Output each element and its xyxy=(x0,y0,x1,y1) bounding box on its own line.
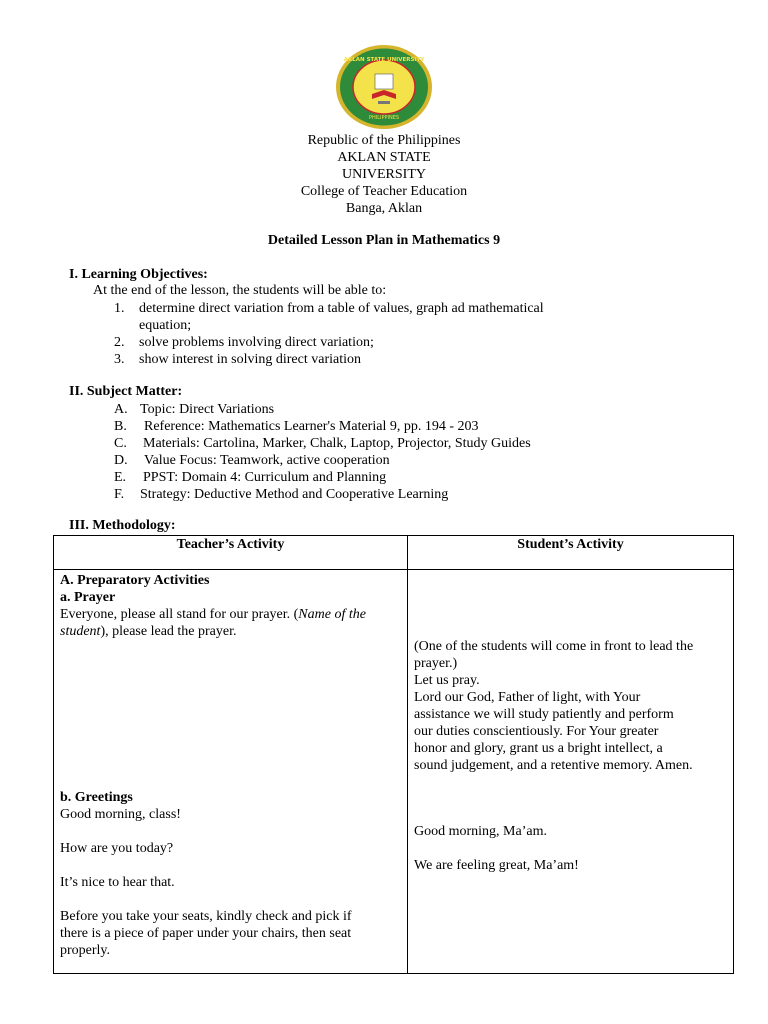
university-seal-logo xyxy=(334,44,434,130)
student-response-line: assistance we will study patiently and perform xyxy=(414,707,674,722)
methodology-table xyxy=(53,535,734,974)
subject-item: E. PPST: Domain 4: Curriculum and Planning xyxy=(114,470,387,485)
greeting-line: there is a piece of paper under your chairs, then seat xyxy=(60,926,352,941)
objective-item: 2. solve problems involving direct variation; xyxy=(114,335,374,350)
student-response-line: honor and glory, grant us a bright intellect, a xyxy=(414,741,663,756)
student-response-line: We are feeling great, Ma’am! xyxy=(414,858,579,873)
student-response-line: (One of the students will come in front to lead the xyxy=(414,639,694,654)
greetings-heading: b. Greetings xyxy=(60,790,133,805)
objectives-intro: At the end of the lesson, the students will be able to: xyxy=(93,283,387,298)
greeting-line: properly. xyxy=(60,943,111,958)
subject-item: C. Materials: Cartolina, Marker, Chalk, Laptop, Projector, Study Guides xyxy=(114,436,531,451)
student-response-line: Lord our God, Father of light, with Your xyxy=(414,690,641,705)
greeting-line: Before you take your seats, kindly check and pick if xyxy=(60,909,352,924)
prayer-instruction-line1: Everyone, please all stand for our prayer. (Name of the xyxy=(60,607,366,622)
prayer-instruction-line2: student), please lead the prayer. xyxy=(60,624,237,639)
header-republic: Republic of the Philippines xyxy=(307,133,461,148)
student-response-line: Let us pray. xyxy=(414,673,480,688)
subject-matter-heading: II. Subject Matter: xyxy=(69,384,183,399)
header-location: Banga, Aklan xyxy=(345,201,423,216)
teacher-activity-header: Teacher’s Activity xyxy=(54,536,408,570)
document-title: Detailed Lesson Plan in Mathematics 9 xyxy=(267,233,501,248)
greeting-line: It’s nice to hear that. xyxy=(60,875,175,890)
greeting-line: How are you today? xyxy=(60,841,174,856)
header-university-line2: UNIVERSITY xyxy=(342,167,426,182)
document-header xyxy=(0,132,768,217)
student-response-line: prayer.) xyxy=(414,656,458,671)
teacher-activity-cell xyxy=(54,570,408,974)
objective-item: 3. show interest in solving direct variation xyxy=(114,352,362,367)
student-response-line: sound judgement, and a retentive memory. Amen. xyxy=(414,758,693,773)
svg-text:AKLAN STATE UNIVERSITY: AKLAN STATE UNIVERSITY xyxy=(343,57,425,63)
subject-item: B. Reference: Mathematics Learner's Material 9, pp. 194 - 203 xyxy=(114,419,479,434)
subject-item: F. Strategy: Deductive Method and Cooperative Learning xyxy=(114,487,449,502)
prayer-heading: a. Prayer xyxy=(60,590,116,605)
student-activity-cell xyxy=(408,570,734,974)
subject-item: D. Value Focus: Teamwork, active cooperation xyxy=(114,453,390,468)
preparatory-heading: A. Preparatory Activities xyxy=(60,573,210,588)
student-activity-header: Student’s Activity xyxy=(408,536,734,570)
table-header-row xyxy=(54,536,734,570)
student-response-line: our duties conscientiously. For Your greater xyxy=(414,724,659,739)
objective-item-continuation: equation; xyxy=(139,318,192,333)
objective-item: 1. determine direct variation from a table of values, graph ad mathematical xyxy=(114,301,544,316)
student-response-line: Good morning, Ma’am. xyxy=(414,824,547,839)
subject-item: A. Topic: Direct Variations xyxy=(114,402,275,417)
methodology-heading: III. Methodology: xyxy=(69,518,176,533)
header-university-line1: AKLAN STATE xyxy=(337,150,431,165)
svg-text:PHILIPPINES: PHILIPPINES xyxy=(368,115,400,121)
greeting-line: Good morning, class! xyxy=(60,807,181,822)
header-college: College of Teacher Education xyxy=(300,184,468,199)
objectives-heading: I. Learning Objectives: xyxy=(69,267,208,282)
table-row xyxy=(54,570,734,974)
